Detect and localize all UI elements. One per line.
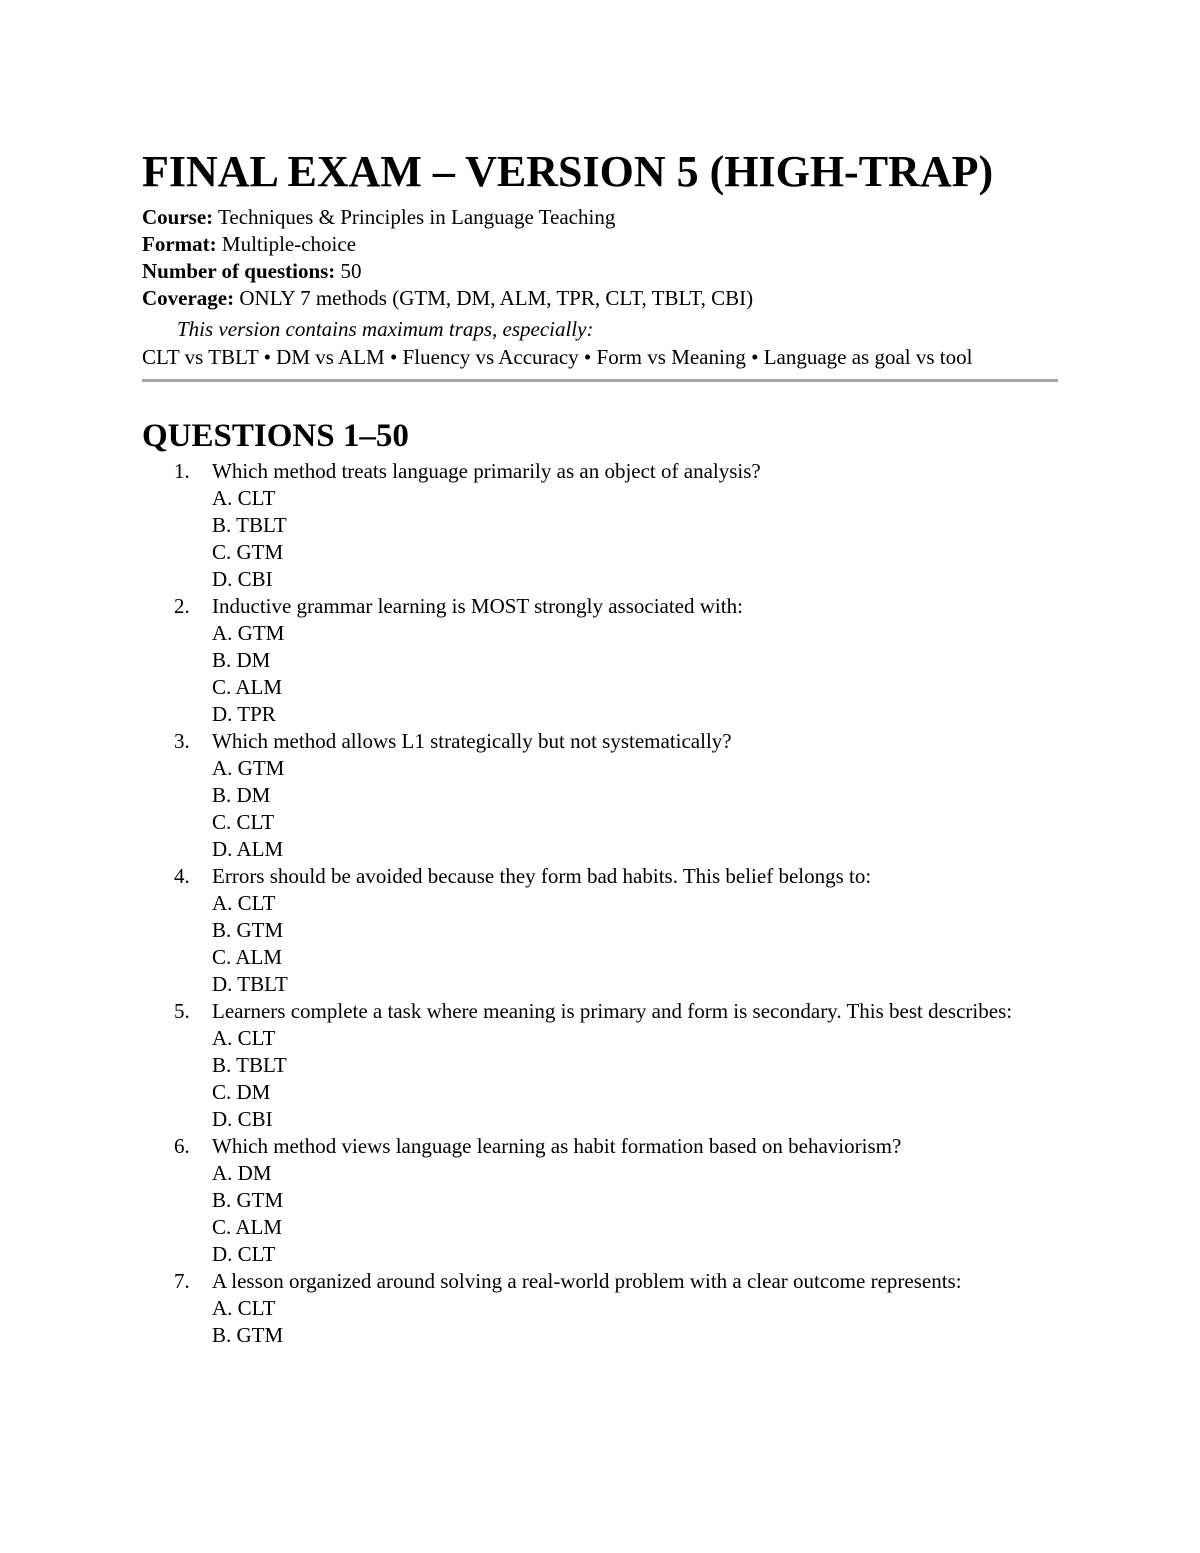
question-text: Learners complete a task where meaning is primary and form is secondary. This best describes:	[212, 999, 1013, 1023]
question-item	[142, 998, 1058, 1133]
answer-option[interactable]: C. ALM	[212, 945, 283, 969]
question-number: 7.	[174, 1269, 190, 1293]
answer-option[interactable]: A. CLT	[212, 486, 276, 510]
answer-options	[212, 1295, 1058, 1349]
trap-intro: This version contains maximum traps, especially:	[177, 317, 594, 341]
answer-option[interactable]: B. GTM	[212, 918, 284, 942]
answer-options	[212, 1025, 1058, 1133]
questions-list	[142, 458, 1058, 1349]
course-line	[142, 204, 1058, 231]
answer-options	[212, 755, 1058, 863]
question-item	[142, 593, 1058, 728]
question-text: Which method allows L1 strategically but not systematically?	[212, 729, 732, 753]
exam-meta	[142, 204, 1058, 312]
question-count-line	[142, 258, 1058, 285]
answer-option[interactable]: A. CLT	[212, 891, 276, 915]
question-text: Which method views language learning as habit formation based on behaviorism?	[212, 1134, 902, 1158]
format-value: Multiple-choice	[216, 232, 357, 256]
answer-option[interactable]: A. DM	[212, 1161, 272, 1185]
question-count-label: Number of questions:	[142, 259, 336, 283]
answer-option[interactable]: B. GTM	[212, 1323, 284, 1347]
answer-option[interactable]: C. ALM	[212, 675, 283, 699]
answer-option[interactable]: B. DM	[212, 783, 271, 807]
answer-option[interactable]: B. DM	[212, 648, 271, 672]
answer-option[interactable]: C. CLT	[212, 810, 275, 834]
coverage-value: ONLY 7 methods (GTM, DM, ALM, TPR, CLT, TBLT, CBI)	[234, 286, 754, 310]
answer-option[interactable]: C. ALM	[212, 1215, 283, 1239]
question-text: A lesson organized around solving a real-world problem with a clear outcome represents:	[212, 1269, 962, 1293]
question-item	[142, 1133, 1058, 1268]
question-number: 3.	[174, 729, 190, 753]
answer-option[interactable]: D. CBI	[212, 567, 273, 591]
answer-option[interactable]: D. CLT	[212, 1242, 276, 1266]
question-number: 2.	[174, 594, 190, 618]
question-text: Inductive grammar learning is MOST strongly associated with:	[212, 594, 743, 618]
format-label: Format:	[142, 232, 217, 256]
question-number: 4.	[174, 864, 190, 888]
horizontal-divider	[142, 379, 1058, 382]
question-text: Errors should be avoided because they form bad habits. This belief belongs to:	[212, 864, 872, 888]
answer-option[interactable]: A. CLT	[212, 1026, 276, 1050]
answer-option[interactable]: D. TBLT	[212, 972, 288, 996]
question-number: 6.	[174, 1134, 190, 1158]
question-item	[142, 1268, 1058, 1349]
question-count-value: 50	[335, 259, 362, 283]
trap-list: CLT vs TBLT • DM vs ALM • Fluency vs Accuracy • Form vs Meaning • Language as goal vs tool	[142, 345, 973, 369]
answer-option[interactable]: C. DM	[212, 1080, 271, 1104]
answer-option[interactable]: D. TPR	[212, 702, 276, 726]
answer-option[interactable]: A. GTM	[212, 621, 285, 645]
answer-option[interactable]: B. TBLT	[212, 513, 287, 537]
answer-option[interactable]: B. TBLT	[212, 1053, 287, 1077]
answer-option[interactable]: A. GTM	[212, 756, 285, 780]
document-title: FINAL EXAM – VERSION 5 (HIGH-TRAP)	[142, 147, 994, 196]
answer-option[interactable]: C. GTM	[212, 540, 284, 564]
question-number: 1.	[174, 459, 190, 483]
exam-page	[142, 146, 1058, 1349]
answer-options	[212, 620, 1058, 728]
question-text: Which method treats language primarily as an object of analysis?	[212, 459, 761, 483]
answer-option[interactable]: B. GTM	[212, 1188, 284, 1212]
answer-option[interactable]: A. CLT	[212, 1296, 276, 1320]
course-label: Course:	[142, 205, 214, 229]
answer-options	[212, 1160, 1058, 1268]
coverage-line	[142, 285, 1058, 312]
section-heading: QUESTIONS 1–50	[142, 418, 409, 454]
answer-options	[212, 890, 1058, 998]
format-line	[142, 231, 1058, 258]
question-item	[142, 728, 1058, 863]
answer-options	[212, 485, 1058, 593]
question-item	[142, 863, 1058, 998]
answer-option[interactable]: D. CBI	[212, 1107, 273, 1131]
question-number: 5.	[174, 999, 190, 1023]
answer-option[interactable]: D. ALM	[212, 837, 284, 861]
course-value: Techniques & Principles in Language Teaching	[213, 205, 616, 229]
question-item	[142, 458, 1058, 593]
coverage-label: Coverage:	[142, 286, 235, 310]
